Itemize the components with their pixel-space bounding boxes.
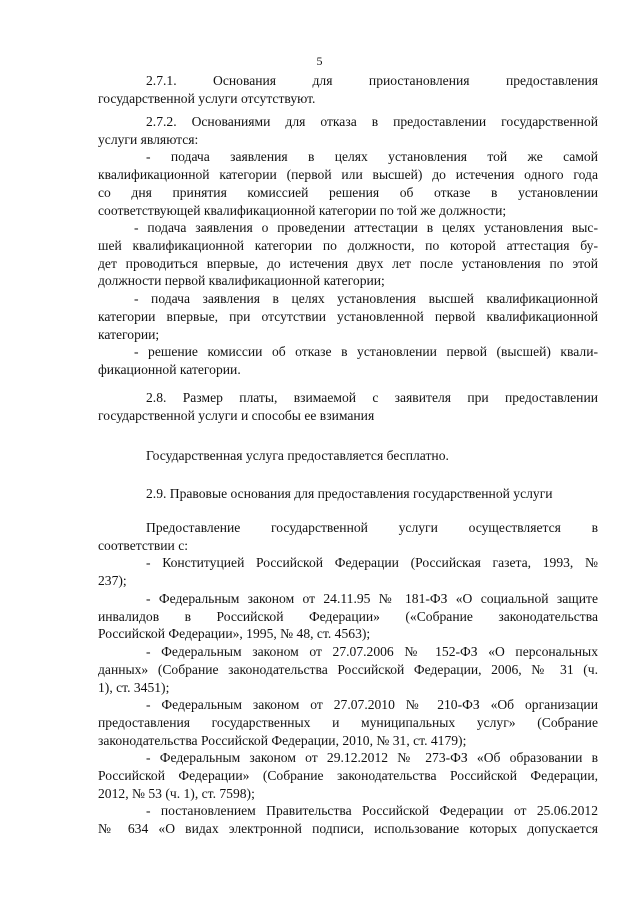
text-line: предоставления государственных и муниципальных услуг» (Собрание <box>98 715 598 730</box>
text-line: услуги являются: <box>98 132 199 147</box>
text-line: должности первой квалификационной категории; <box>98 273 385 288</box>
text-line: - постановлением Правительства Российской Федерации от 25.06.2012 <box>146 803 598 818</box>
text-line: со дня принятия комиссией решения об отказе в установлении <box>98 185 598 200</box>
text-line: № 634 «О видах электронной подписи, использование которых допускается <box>98 821 598 836</box>
text-line: категории; <box>98 327 160 342</box>
text-line: соответствующей квалификационной категории по той же должности; <box>98 203 507 218</box>
text-line: 2.7.2. Основаниями для отказа в предоставлении государственной <box>146 114 598 129</box>
text-line: - подача заявления о проведении аттестации в целях установления выс- <box>134 220 598 235</box>
text-line: фикационной категории. <box>98 362 241 377</box>
text-line: категории впервые, при отсутствии установленной первой квалификационной <box>98 309 598 324</box>
text-line: - Федеральным законом от 29.12.2012 № 273-ФЗ «Об образовании в <box>146 750 598 765</box>
text-line: данных» (Собрание законодательства Российской Федерации, 2006, № 31 (ч. <box>98 662 598 677</box>
text-line: соответствии с: <box>98 538 189 553</box>
page-number: 5 <box>316 54 323 68</box>
text-line: - Конституцией Российской Федерации (Российская газета, 1993, № <box>146 555 598 570</box>
text-line: 2.7.1. Основания для приостановления предоставления <box>146 73 598 88</box>
text-line: Государственная услуга предоставляется бесплатно. <box>146 448 449 463</box>
section-heading: 2.9. Правовые основания для предоставления государственной услуги <box>146 486 553 501</box>
text-line: - Федеральным законом от 24.11.95 № 181-ФЗ «О социальной защите <box>146 591 598 606</box>
text-line: инвалидов в Российской Федерации» («Собрание законодательства <box>98 609 598 624</box>
text-line: законодательства Российской Федерации, 2010, № 31, ст. 4179); <box>98 733 467 748</box>
text-line: квалификационной категории (первой или высшей) до истечения одного года <box>98 167 598 182</box>
text-line: дет проводиться впервые, до истечения двух лет после установления по этой <box>98 256 598 271</box>
text-line: - Федеральным законом от 27.07.2010 № 210-ФЗ «Об организации <box>146 697 598 712</box>
text-line: Российской Федерации» (Собрание законодательства Российской Федерации, <box>98 768 598 783</box>
text-line: 2012, № 53 (ч. 1), ст. 7598); <box>98 786 255 801</box>
text-line: - подача заявления в целях установления высшей квалификационной <box>134 291 598 306</box>
text-line: 237); <box>98 573 127 588</box>
text-line: - Федеральным законом от 27.07.2006 № 152-ФЗ «О персональных <box>146 644 598 659</box>
text-line: Российской Федерации», 1995, № 48, ст. 4563); <box>98 626 371 641</box>
text-line: - подача заявления в целях установления той же самой <box>146 149 598 164</box>
text-line: государственной услуги отсутствуют. <box>98 91 316 106</box>
text-line: 1), ст. 3451); <box>98 680 170 695</box>
text-line: Предоставление государственной услуги осуществляется в <box>146 520 598 535</box>
section-heading: государственной услуги и способы ее взимания <box>98 408 375 423</box>
text-line: - решение комиссии об отказе в установлении первой (высшей) квали- <box>134 344 598 359</box>
text-line: шей квалификационной категории по должности, по которой аттестация бу- <box>98 238 598 253</box>
section-heading: 2.8. Размер платы, взимаемой с заявителя при предоставлении <box>146 390 598 405</box>
